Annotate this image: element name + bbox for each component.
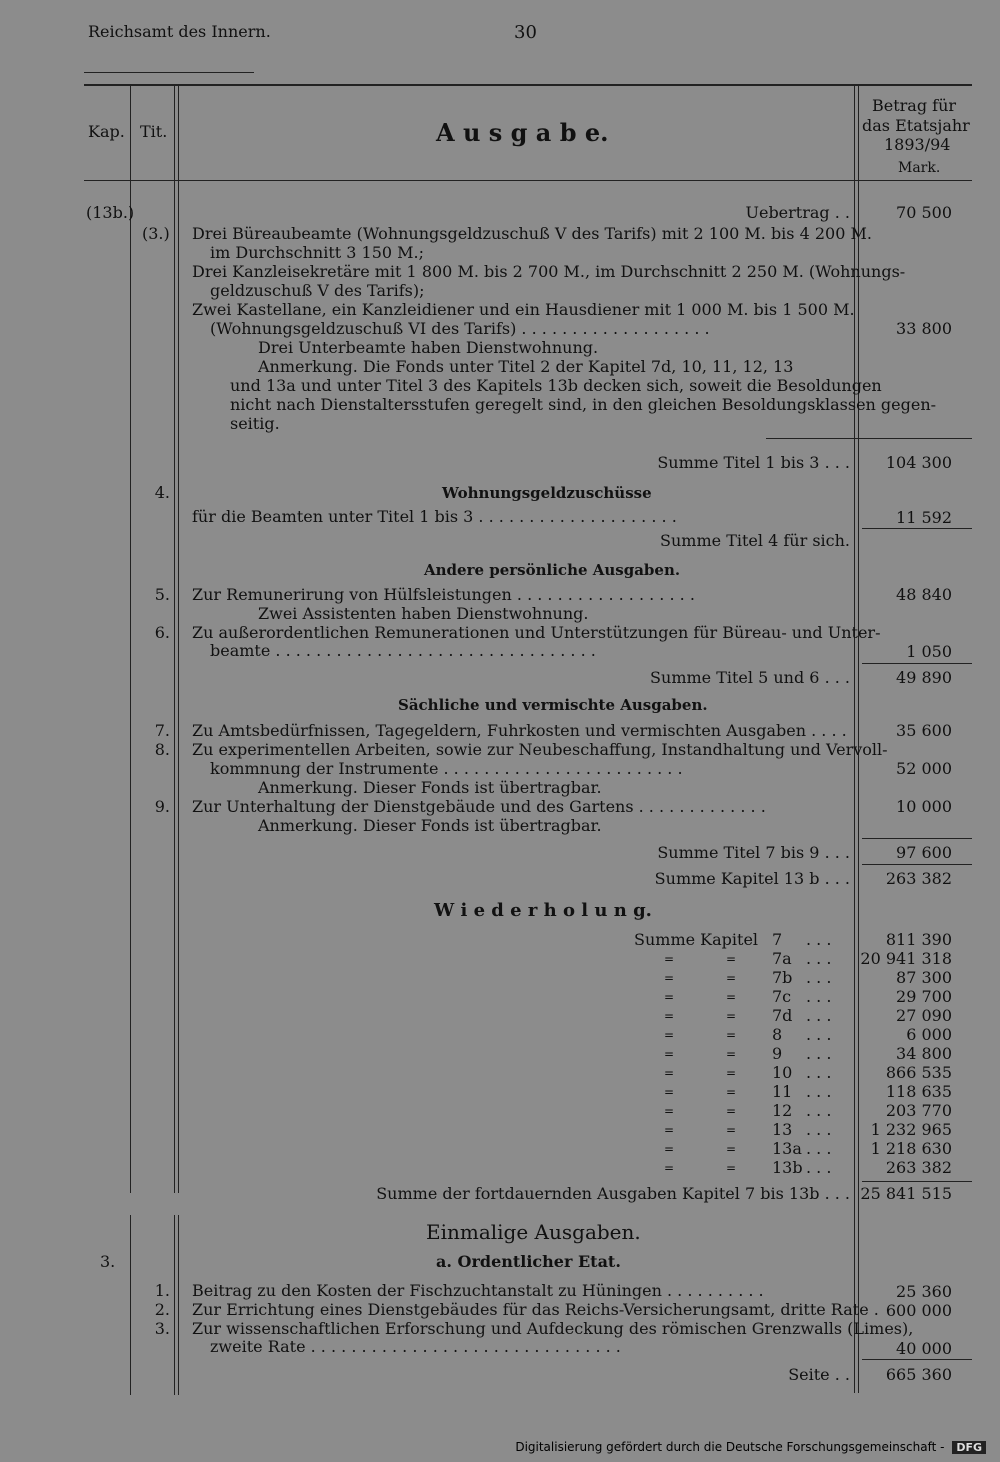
tit-7: 7.	[154, 721, 170, 740]
andere-heading: Andere persönliche Ausgaben.	[424, 561, 681, 579]
item3-line-10: nicht nach Dienstaltersstufen geregelt sind, in den gleichen Besoldungsklassen gegen-	[230, 395, 937, 414]
wiederholung-kapitel: 7	[772, 930, 783, 949]
wiederholung-kapitel: 7b	[772, 968, 793, 987]
item4-amount: 11 592	[896, 508, 952, 527]
leader-dots: . . .	[806, 930, 832, 949]
ditto-mark: =	[726, 990, 737, 1004]
rule-before-sum-1-3	[766, 438, 972, 439]
tit-8: 8.	[154, 740, 170, 759]
ditto-mark: =	[664, 1047, 675, 1061]
leader-dots: . . .	[806, 1063, 832, 1082]
wiederholung-amount: 1 232 965	[870, 1120, 952, 1139]
page-number: 30	[514, 22, 537, 43]
item3-line-8: Anmerkung. Die Fonds unter Titel 2 der Kapitel 7d, 10, 11, 12, 13	[258, 357, 794, 376]
column-line-amount	[854, 85, 859, 1393]
uebertrag-label: Uebertrag . .	[745, 203, 850, 222]
sum-1-3-label: Summe Titel 1 bis 3 . . .	[657, 453, 850, 472]
header-amount-label-2: das Etatsjahr	[862, 116, 970, 135]
wiederholung-kapitel: 10	[772, 1063, 793, 1082]
einmalige-item3-amount: 40 000	[896, 1339, 952, 1358]
rule-before-seite	[862, 1359, 972, 1360]
item7-text: Zu Amtsbedürfnissen, Tagegeldern, Fuhrkosten und vermischten Ausgaben . . . .	[192, 721, 847, 740]
total-fortdauernd-label: Summe der fortdauernden Ausgaben Kapitel 7 bis 13b . . .	[376, 1184, 850, 1203]
dfg-logo: DFG	[952, 1441, 986, 1454]
wiederholung-amount: 866 535	[885, 1063, 952, 1082]
header-tit: Tit.	[140, 122, 168, 141]
wiederholung-kapitel: 8	[772, 1025, 783, 1044]
item3-line-9: und 13a und unter Titel 3 des Kapitels 13b decken sich, soweit die Besoldungen	[230, 376, 882, 395]
item5-text: Zur Remunerirung von Hülfsleistungen . . . . . . . . . . . . . . . . . .	[192, 585, 695, 604]
ditto-mark: =	[664, 1028, 675, 1042]
leader-dots: . . .	[806, 1044, 832, 1063]
ditto-mark: =	[726, 1104, 737, 1118]
leader-dots: . . .	[806, 1158, 832, 1177]
item8-line-2: kommnung der Instrumente . . . . . . . . . . . . . . . . . . . . . . . .	[210, 759, 683, 778]
sum-7-9-label: Summe Titel 7 bis 9 . . .	[657, 843, 850, 862]
wiederholung-amount: 29 700	[896, 987, 952, 1006]
item3-line-2: im Durchschnitt 3 150 M.;	[210, 243, 425, 262]
rule-after-sum-7-9	[862, 864, 972, 865]
ditto-mark: =	[664, 1142, 675, 1156]
header-amount-label-3: 1893/94	[884, 135, 951, 154]
header-amount-label-1: Betrag für	[872, 96, 957, 115]
item5-amount: 48 840	[896, 585, 952, 604]
ditto-mark: =	[726, 971, 737, 985]
column-line-tit-lower	[174, 1215, 179, 1395]
ditto-mark: =	[726, 1009, 737, 1023]
seite-label: Seite . .	[788, 1365, 850, 1384]
wiederholung-kapitel: 13a	[772, 1139, 802, 1158]
einmalige-tit-1: 1.	[154, 1281, 170, 1300]
wiederholung-kapitel: 13b	[772, 1158, 803, 1177]
ditto-mark: =	[664, 1123, 675, 1137]
header-bottom-rule	[84, 180, 972, 181]
tit-5: 5.	[154, 585, 170, 604]
item9-note: Anmerkung. Dieser Fonds ist übertragbar.	[258, 816, 602, 835]
item3-line-3: Drei Kanzleisekretäre mit 1 800 M. bis 2 700 M., im Durchschnitt 2 250 M. (Wohnungs-	[192, 262, 906, 281]
item8-line-1: Zu experimentellen Arbeiten, sowie zur Neubeschaffung, Instandhaltung und Vervoll-	[192, 740, 888, 759]
ditto-mark: =	[726, 1066, 737, 1080]
einmalige-item3-line-1: Zur wissenschaftlichen Erforschung und Aufdeckung des römischen Grenzwalls (Limes),	[192, 1319, 914, 1338]
ditto-mark: =	[726, 1047, 737, 1061]
ditto-mark: =	[726, 1142, 737, 1156]
wiederholung-kapitel: 7c	[772, 987, 792, 1006]
wiederholung-amount: 811 390	[885, 930, 952, 949]
wiederholung-first-label: Summe Kapitel	[634, 930, 759, 949]
item8-note: Anmerkung. Dieser Fonds ist übertragbar.	[258, 778, 602, 797]
wohnungsgeld-heading: Wohnungsgeldzuschüsse	[442, 484, 652, 502]
sum-1-3-amount: 104 300	[885, 453, 952, 472]
top-rule	[84, 84, 972, 86]
wiederholung-amount: 1 218 630	[870, 1139, 952, 1158]
wiederholung-amount: 87 300	[896, 968, 952, 987]
item3-amount: 33 800	[896, 319, 952, 338]
item4-text: für die Beamten unter Titel 1 bis 3 . . . . . . . . . . . . . . . . . . . .	[192, 507, 677, 526]
leader-dots: . . .	[806, 949, 832, 968]
sum-kap-13b-label: Summe Kapitel 13 b . . .	[654, 869, 850, 888]
ditto-mark: =	[664, 1161, 675, 1175]
rule-after-item4	[862, 528, 972, 529]
ditto-mark: =	[664, 990, 675, 1004]
ditto-mark: =	[664, 1085, 675, 1099]
ditto-mark: =	[726, 1123, 737, 1137]
ditto-mark: =	[726, 1161, 737, 1175]
leader-dots: . . .	[806, 1025, 832, 1044]
einmalige-kap: 3.	[100, 1252, 116, 1271]
running-head: Reichsamt des Innern.	[88, 22, 271, 41]
leader-dots: . . .	[806, 987, 832, 1006]
tit-6: 6.	[154, 623, 170, 642]
item5-note: Zwei Assistenten haben Dienstwohnung.	[258, 604, 589, 623]
sum-5-6-amount: 49 890	[896, 668, 952, 687]
leader-dots: . . .	[806, 1139, 832, 1158]
wiederholung-kapitel: 13	[772, 1120, 793, 1139]
sum-kap-13b-amount: 263 382	[885, 869, 952, 888]
item9-text: Zur Unterhaltung der Dienstgebäude und des Gartens . . . . . . . . . . . . .	[192, 797, 766, 816]
item3-line-4: geldzuschuß V des Tarifs);	[210, 281, 425, 300]
einmalige-heading: Einmalige Ausgaben.	[426, 1220, 641, 1244]
einmalige-item3-line-2: zweite Rate . . . . . . . . . . . . . . . . . . . . . . . . . . . . . . .	[210, 1337, 621, 1356]
ditto-mark: =	[664, 1066, 675, 1080]
item3-line-5: Zwei Kastellane, ein Kanzleidiener und ein Hausdiener mit 1 000 M. bis 1 500 M.	[192, 300, 855, 319]
footer-text: Digitalisierung gefördert durch die Deutsche Forschungsgemeinschaft -	[515, 1440, 945, 1454]
einmalige-item1-amount: 25 360	[896, 1282, 952, 1301]
rule-before-total	[862, 1181, 972, 1182]
kap-13b: (13b.)	[86, 203, 135, 222]
header-kap: Kap.	[88, 122, 125, 141]
leader-dots: . . .	[806, 1006, 832, 1025]
rule-after-item9	[862, 838, 972, 839]
ditto-mark: =	[664, 1104, 675, 1118]
footer-credit	[515, 1440, 986, 1454]
wiederholung-amount: 263 382	[885, 1158, 952, 1177]
wiederholung-amount: 20 941 318	[860, 949, 952, 968]
tit-4: 4.	[154, 483, 170, 502]
column-line-tit	[174, 85, 179, 1193]
seite-amount: 665 360	[885, 1365, 952, 1384]
ditto-mark: =	[664, 952, 675, 966]
einmalige-tit-3: 3.	[154, 1319, 170, 1338]
item3-line-11: seitig.	[230, 414, 280, 433]
ditto-mark: =	[726, 1028, 737, 1042]
wiederholung-kapitel: 7d	[772, 1006, 793, 1025]
wiederholung-heading: W i e d e r h o l u n g.	[434, 900, 652, 921]
item9-amount: 10 000	[896, 797, 952, 816]
wiederholung-amount: 203 770	[885, 1101, 952, 1120]
leader-dots: . . .	[806, 1120, 832, 1139]
item3-line-7: Drei Unterbeamte haben Dienstwohnung.	[258, 338, 599, 357]
wiederholung-kapitel: 9	[772, 1044, 783, 1063]
item6-line-1: Zu außerordentlichen Remunerationen und Unterstützungen für Büreau- und Unter-	[192, 623, 881, 642]
wiederholung-amount: 27 090	[896, 1006, 952, 1025]
total-fortdauernd-amount: 25 841 515	[860, 1184, 952, 1203]
header-title: A u s g a b e.	[436, 118, 609, 147]
item6-amount: 1 050	[906, 642, 952, 661]
wiederholung-amount: 6 000	[906, 1025, 952, 1044]
item3-line-6: (Wohnungsgeldzuschuß VI des Tarifs) . . . . . . . . . . . . . . . . . . .	[210, 319, 710, 338]
einmalige-tit-2: 2.	[154, 1300, 170, 1319]
header-amount-unit: Mark.	[898, 160, 941, 176]
einmalige-item2: Zur Errichtung eines Dienstgebäudes für das Reichs-Versicherungsamt, dritte Rate .	[192, 1300, 879, 1319]
ditto-mark: =	[664, 1009, 675, 1023]
leader-dots: . . .	[806, 1101, 832, 1120]
rule-after-item6	[862, 663, 972, 664]
item3-line-1: Drei Büreaubeamte (Wohnungsgeldzuschuß V des Tarifs) mit 2 100 M. bis 4 200 M.	[192, 224, 872, 243]
item6-line-2: beamte . . . . . . . . . . . . . . . . . . . . . . . . . . . . . . . .	[210, 641, 596, 660]
wiederholung-kapitel: 7a	[772, 949, 792, 968]
leader-dots: . . .	[806, 968, 832, 987]
wiederholung-kapitel: 12	[772, 1101, 793, 1120]
wiederholung-kapitel: 11	[772, 1082, 793, 1101]
tit-9: 9.	[154, 797, 170, 816]
top-rule-short	[84, 72, 254, 73]
sum-7-9-amount: 97 600	[896, 843, 952, 862]
ditto-mark: =	[726, 1085, 737, 1099]
item7-amount: 35 600	[896, 721, 952, 740]
einmalige-item2-amount: 600 000	[885, 1301, 952, 1320]
leader-dots: . . .	[806, 1082, 832, 1101]
tit-3: (3.)	[142, 224, 170, 243]
sum-4-label: Summe Titel 4 für sich.	[660, 531, 850, 550]
item8-amount: 52 000	[896, 759, 952, 778]
wiederholung-amount: 34 800	[896, 1044, 952, 1063]
sum-5-6-label: Summe Titel 5 und 6 . . .	[650, 668, 850, 687]
einmalige-item1: Beitrag zu den Kosten der Fischzuchtanstalt zu Hüningen . . . . . . . . . .	[192, 1281, 764, 1300]
ditto-mark: =	[726, 952, 737, 966]
wiederholung-amount: 118 635	[885, 1082, 952, 1101]
uebertrag-amount: 70 500	[896, 203, 952, 222]
ditto-mark: =	[664, 971, 675, 985]
ordentlicher-etat-heading: a. Ordentlicher Etat.	[436, 1252, 621, 1271]
saechliche-heading: Sächliche und vermischte Ausgaben.	[398, 696, 708, 714]
